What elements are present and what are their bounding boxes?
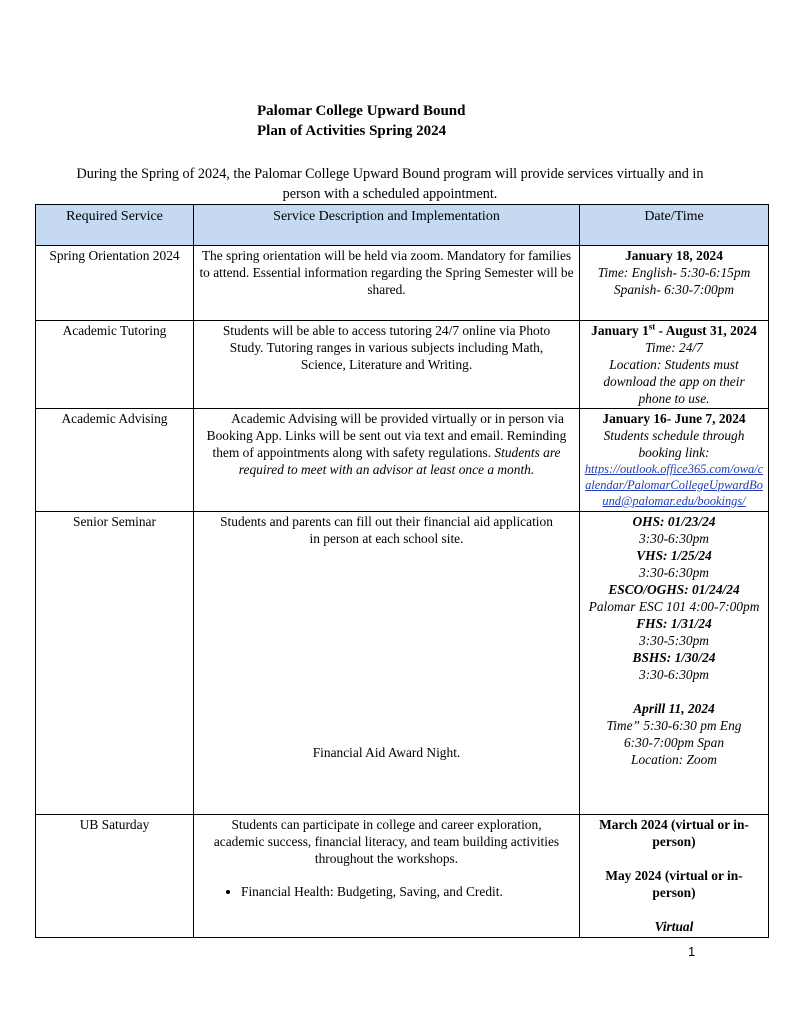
service-date <box>580 409 769 512</box>
table-row <box>36 246 769 321</box>
award-night-text: Financial Aid Award Night. <box>312 745 461 760</box>
table-row <box>36 409 769 512</box>
schedule-time: 3:30-5:30pm <box>639 633 709 648</box>
service-name: UB Saturday <box>36 815 194 938</box>
schedule-time: 3:30-6:30pm <box>639 667 709 682</box>
activities-table <box>35 204 769 938</box>
schedule-label: BSHS: 1/30/24 <box>632 650 716 665</box>
table-row <box>36 512 769 815</box>
header-service-description: Service Description and Implementation <box>194 205 580 246</box>
title-line-2: Plan of Activities Spring 2024 <box>257 123 447 139</box>
schedule-time: 3:30-6:30pm <box>639 531 709 546</box>
list-item: • Financial Health: Budgeting, Saving, and Credit. <box>241 883 576 900</box>
date-line: Location: Students must download the app on their phone to use. <box>603 357 745 406</box>
intro-paragraph: During the Spring of 2024, the Palomar College Upward Bound program will provide services virtually and in person with a scheduled appointment. <box>76 166 704 202</box>
award-line: Location: Zoom <box>631 752 717 767</box>
schedule-time: Palomar ESC 101 4:00-7:00pm <box>588 599 760 614</box>
date-line: Time: English- 5:30-6:15pm <box>597 265 751 280</box>
service-description: The spring orientation will be held via zoom. Mandatory for families to attend. Essential information regarding the Spring Semester will be shared. <box>194 246 580 321</box>
schedule-label: VHS: 1/25/24 <box>636 548 712 563</box>
service-name: Academic Advising <box>36 409 194 512</box>
booking-link[interactable]: https://outlook.office365.com/owa/calendar/PalomarCollegeUpwardBound@palomar.edu/bookings/ <box>584 462 764 508</box>
date-heading: January 18, 2024 <box>625 248 723 263</box>
description-text: Academic Advising will be provided virtually or in person via Booking App. Links will be sent out via text and email. Reminding them of appointments along with safety regulations. <box>206 411 567 460</box>
service-description: Students will be able to access tutoring 24/7 online via Photo Study. Tutoring ranges in various subjects including Math, Science, Literature and Writing. <box>194 321 580 409</box>
service-name: Academic Tutoring <box>36 321 194 409</box>
bullet-list <box>197 883 576 900</box>
service-date <box>580 512 769 815</box>
date-line: Time: 24/7 <box>645 340 703 355</box>
schedule-time: 3:30-6:30pm <box>639 565 709 580</box>
header-required-service: Required Service <box>36 205 194 246</box>
service-date <box>580 321 769 409</box>
schedule-label: OHS: 01/23/24 <box>632 514 716 529</box>
date-line: Students schedule through booking link: <box>603 428 745 460</box>
description-text: Students can participate in college and career exploration, academic success, financial literacy, and team building activities throughout the workshops. <box>213 817 560 866</box>
service-name: Senior Seminar <box>36 512 194 815</box>
date-heading: January 1st - August 31, 2024 <box>591 321 757 338</box>
service-date <box>580 246 769 321</box>
description-text: Students and parents can fill out their financial aid application in person at each school site. <box>220 514 553 546</box>
page-number: 1 <box>688 944 696 959</box>
table-row <box>36 815 769 938</box>
award-line: 6:30-7:00pm Span <box>623 735 725 750</box>
service-description <box>194 815 580 938</box>
workshop-date: May 2024 (virtual or in-person) <box>605 868 743 900</box>
service-description <box>194 409 580 512</box>
award-date: Aprill 11, 2024 <box>633 701 715 716</box>
date-heading: January 16- June 7, 2024 <box>602 411 746 426</box>
document-title <box>257 101 465 141</box>
table-header-row <box>36 205 769 246</box>
service-description <box>194 512 580 815</box>
schedule-label: ESCO/OGHS: 01/24/24 <box>608 582 740 597</box>
table-row <box>36 321 769 409</box>
schedule-label: FHS: 1/31/24 <box>636 616 712 631</box>
award-line: Time” 5:30-6:30 pm Eng <box>606 718 742 733</box>
virtual-label: Virtual <box>654 919 694 934</box>
description-emphasis: Students are required to meet with an advisor at least once a month. <box>238 445 561 477</box>
service-name: Spring Orientation 2024 <box>36 246 194 321</box>
date-line: Spanish- 6:30-7:00pm <box>613 282 735 297</box>
header-date-time: Date/Time <box>580 205 769 246</box>
title-line-1: Palomar College Upward Bound <box>257 103 466 119</box>
workshop-date: March 2024 (virtual or in-person) <box>599 817 749 849</box>
service-date <box>580 815 769 938</box>
